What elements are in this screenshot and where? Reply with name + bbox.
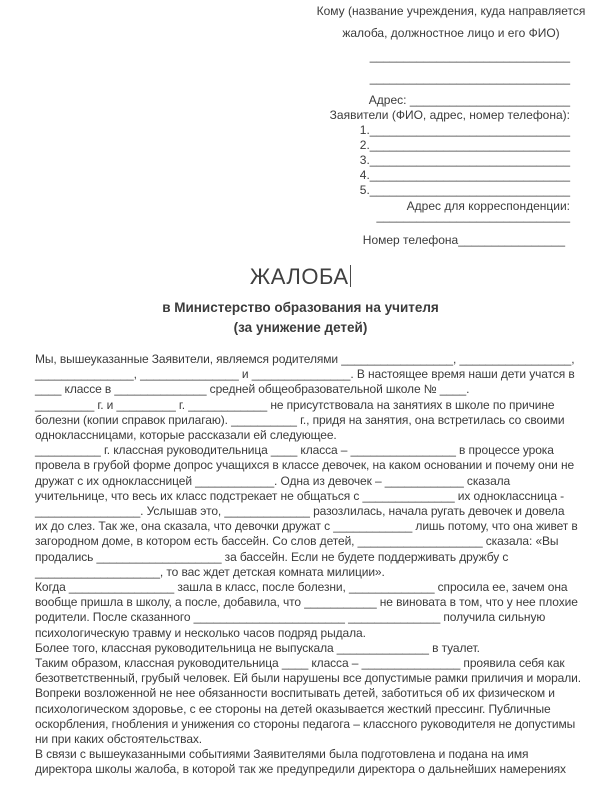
correspondence-address-label[interactable]: Адрес для корреспонденции: (406, 199, 570, 213)
body-line[interactable]: Когда ________________ зашла в класс, после болезни, _____________ спросила ее, зачем она (35, 580, 568, 595)
body-line[interactable]: _________ г. и _________ г. ____________ не присутствовала на занятиях в школе по причине (35, 397, 555, 412)
body-line[interactable]: В связи с вышеуказанными событиями Заявителями была подготовлена и подана на имя (35, 747, 529, 762)
body-line[interactable]: безответственный, грубый человек. Ей были нарушены все допустимые рамки приличия и морали. (35, 671, 581, 686)
body-line[interactable]: Вопреки возложенной не нее обязанности воспитывать детей, заботиться об их физическом и (35, 686, 555, 701)
body-line[interactable]: оскорбления, гнобления и унижения со стороны педагога – классного руководителя не допустимы (35, 716, 576, 731)
document-title[interactable] (0, 264, 601, 290)
applicant-line-5[interactable]: 5.______________________________ (359, 183, 570, 197)
body-line[interactable]: директора школы жалоба, в которой так же предупредили директора о дальнейших намерениях (35, 762, 566, 777)
applicant-line-3[interactable]: 3.______________________________ (359, 153, 570, 167)
body-line[interactable]: провела в грубой форме допрос учащихся в классе девочек, на каком основании и почему они не (35, 458, 575, 473)
recipient-blank-line-1[interactable]: ______________________________ (369, 49, 570, 63)
complaint-body[interactable] (35, 352, 601, 778)
body-line[interactable]: одноклассницами, которые рассказали ей следующее. (35, 428, 337, 443)
body-line[interactable]: Мы, вышеуказанные Заявители, являемся родителями _________________, _________________, (35, 352, 575, 366)
body-line[interactable]: ________________. Услышав это, _____________ разозлилась, начала ругать девочек и довела (35, 504, 565, 519)
text-cursor (350, 265, 352, 287)
body-line[interactable]: психологическом здоровье, с ее стороны на детей оказывается жесткий прессинг. Публичные (35, 701, 551, 716)
body-line[interactable]: загородном доме, в котором есть бассейн. Со слов детей, ___________________ сказала: «Вы (35, 534, 559, 549)
body-line[interactable]: __________ г. классная руководительница ____ класса – ________________ в процессе урока (35, 443, 554, 458)
body-line[interactable]: ни при каких обстоятельствах. (35, 732, 203, 747)
body-line[interactable]: продались ___________________ за бассейн. Если не будете поддерживать дружбу с (35, 549, 509, 564)
applicants-label[interactable]: Заявители (ФИО, адрес, номер телефона): (329, 108, 570, 122)
body-line[interactable]: учительнице, что весь их класс подстрекает не общаться с ______________ их одноклассница - (35, 488, 565, 503)
address-field[interactable]: Адрес: ________________________ (368, 93, 570, 107)
recipient-blank-line-2[interactable]: ______________________________ (369, 71, 570, 85)
document-subtitle-line1[interactable]: в Министерство образования на учителя (162, 300, 439, 315)
document-subtitle-line2[interactable]: (за унижение детей) (233, 320, 368, 335)
body-line[interactable]: вообще пришла в школу, а после, добавила, что ___________ не виновата в том, что у нее плохие (35, 595, 578, 610)
body-line[interactable]: родители. После сказанного _______________________ ______________ получила сильную (35, 610, 546, 625)
body-line[interactable]: _______________, _______________ и _______________. В настоящее время наши дети учатся в (35, 367, 575, 382)
body-line[interactable]: Более того, классная руководительница не выпускала ______________ в туалет. (35, 640, 480, 655)
body-line[interactable]: психологическую травму и несколько часов подряд рыдала. (35, 625, 366, 640)
body-line[interactable]: дружат с их одноклассницей ____________. Одна из девочек – ____________ сказала (35, 473, 511, 488)
applicant-line-4[interactable]: 4.______________________________ (359, 168, 570, 182)
body-line[interactable]: ____ классе в ______________ средней общеобразовательной школе № ____. (35, 382, 470, 397)
body-line[interactable]: болезни (копии справок прилагаю). __________ г., придя на занятия, она встретилась со своими (35, 412, 565, 427)
applicant-line-1[interactable]: 1.______________________________ (359, 123, 570, 137)
body-line[interactable]: их до слез. Так же, она сказала, что девочки дружат с ____________ лишь потому, что она живет в (35, 519, 578, 534)
recipient-label-line2[interactable]: жалоба, должностное лицо и его ФИО) (342, 26, 560, 40)
phone-field[interactable]: Номер телефона________________ (362, 233, 565, 247)
recipient-label-line1[interactable]: Кому (название учреждения, куда направляется (316, 4, 586, 18)
correspondence-blank-line[interactable]: _____________________________ (376, 209, 570, 223)
body-line[interactable]: Таким образом, классная руководительница ____ класса – _______________ проявила себя как (35, 656, 565, 671)
body-line[interactable]: ___________________, то вас ждет детская комната милиции». (35, 564, 385, 579)
document-title-text[interactable]: ЖАЛОБА (249, 264, 349, 289)
applicant-line-2[interactable]: 2.______________________________ (359, 138, 570, 152)
